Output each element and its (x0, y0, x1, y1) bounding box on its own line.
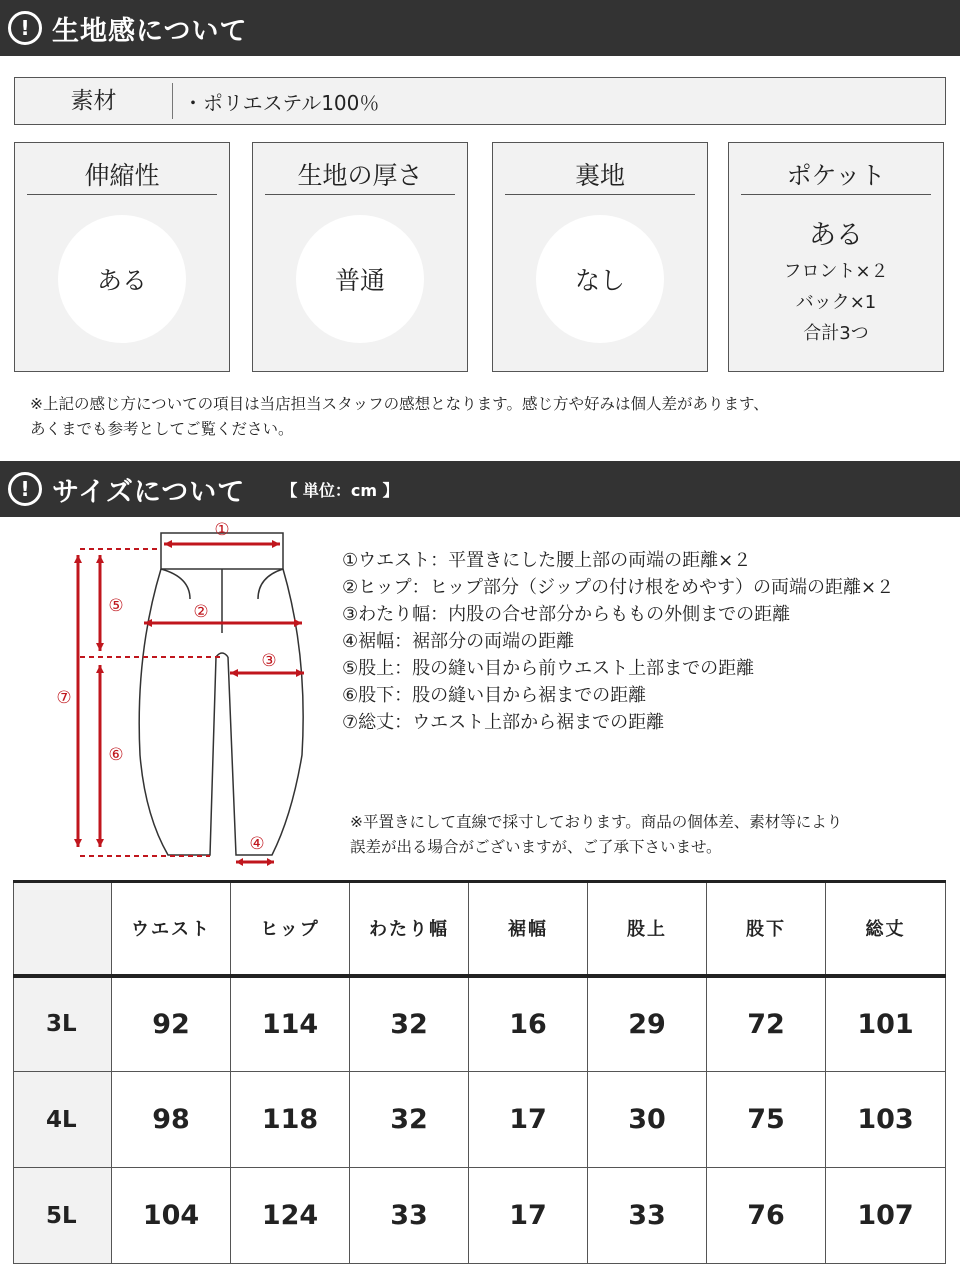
marker-thigh: ③ (261, 651, 277, 671)
pants-measurement-diagram (40, 515, 330, 875)
table-header-total-length: 総丈 (826, 882, 946, 976)
table-cell: 114 (231, 976, 350, 1072)
measurement-note (350, 810, 842, 860)
table-cell: 76 (707, 1168, 826, 1264)
marker-inseam: ⑥ (108, 745, 124, 765)
marker-waist: ① (214, 520, 230, 540)
right-pocket (258, 569, 283, 599)
table-header-waist: ウエスト (112, 882, 231, 976)
measurement-note-line: ※平置きにして直線で採寸しております。商品の個体差、素材等により (350, 813, 843, 831)
measure-lines (78, 544, 304, 862)
table-cell: 104 (112, 1168, 231, 1264)
pants-outline (139, 533, 303, 855)
table-cell: 16 (469, 976, 588, 1072)
table-cell: 118 (231, 1072, 350, 1168)
table-header-thigh: わたり幅 (350, 882, 469, 976)
table-row (14, 1168, 946, 1264)
table-header-inseam: 股下 (707, 882, 826, 976)
table-cell: 107 (826, 1168, 946, 1264)
stretch-card-value: ある (58, 215, 186, 343)
lining-card (492, 142, 708, 372)
table-cell: 17 (469, 1168, 588, 1264)
table-header-row (14, 882, 946, 976)
table-cell: 33 (588, 1168, 707, 1264)
size-label-cell: 3L (14, 976, 112, 1072)
table-cell: 101 (826, 976, 946, 1072)
legend-item-inseam: ⑥股下：股の縫い目から裾までの距離 (342, 685, 647, 706)
exclamation-circle-icon: ! (8, 11, 42, 45)
legend-item-total-length: ⑦総丈：ウエスト上部から裾までの距離 (342, 712, 665, 733)
table-cell: 17 (469, 1072, 588, 1168)
table-cell: 103 (826, 1072, 946, 1168)
size-section-header (0, 461, 960, 517)
table-row (14, 976, 946, 1072)
table-cell: 32 (350, 1072, 469, 1168)
stretch-card-title: 伸縮性 (27, 157, 217, 195)
table-header-hip: ヒップ (231, 882, 350, 976)
table-cell: 124 (231, 1168, 350, 1264)
thickness-card-value: 普通 (296, 215, 424, 343)
table-header-hem: 裾幅 (469, 882, 588, 976)
legend-item-waist: ①ウエスト：平置きにした腰上部の両端の距離×２ (342, 550, 752, 571)
lining-card-value: なし (536, 215, 664, 343)
size-section-title: サイズについて (52, 476, 246, 508)
table-cell: 98 (112, 1072, 231, 1168)
legend-item-hip: ②ヒップ：ヒップ部分（ジップの付け根をめやす）の両端の距離×２ (342, 577, 895, 598)
pocket-detail-total: 合計3つ (803, 323, 869, 344)
table-cell: 75 (707, 1072, 826, 1168)
pocket-card-title: ポケット (741, 157, 931, 195)
size-table (13, 880, 946, 1264)
legend-item-thigh: ③わたり幅：内股の合せ部分からももの外側までの距離 (342, 604, 791, 625)
size-unit-label: 【 単位：cm 】 (281, 480, 399, 500)
table-cell: 33 (350, 1168, 469, 1264)
table-header-corner (14, 882, 112, 976)
fabric-section-header (0, 0, 960, 56)
pocket-card (728, 142, 944, 372)
fabric-note-line: あくまでも参考としてご覧ください。 (30, 420, 294, 438)
legend-item-hem: ④裾幅：裾部分の両端の距離 (342, 631, 575, 652)
material-label: 素材 (15, 83, 173, 119)
size-label-cell: 4L (14, 1072, 112, 1168)
table-cell: 92 (112, 976, 231, 1072)
thickness-card-title: 生地の厚さ (265, 157, 455, 195)
right-leg (228, 569, 303, 855)
left-pocket (161, 569, 190, 599)
size-label-cell: 5L (14, 1168, 112, 1264)
measurement-note-line: 誤差が出る場合がございますが、ご了承下さいませ。 (350, 838, 722, 856)
measurement-legend (342, 547, 894, 736)
table-header-rise: 股上 (588, 882, 707, 976)
legend-item-rise: ⑤股上：股の縫い目から前ウエスト上部までの距離 (342, 658, 755, 679)
material-value: ・ポリエステル100％ (183, 90, 380, 115)
stretch-card (14, 142, 230, 372)
exclamation-circle-icon: ! (8, 472, 42, 506)
marker-hip: ② (193, 602, 209, 622)
thickness-card (252, 142, 468, 372)
fabric-note-line: ※上記の感じ方についての項目は当店担当スタッフの感想となります。感じ方や好みは個人差があります、 (30, 395, 769, 413)
table-cell: 32 (350, 976, 469, 1072)
material-row (14, 77, 946, 125)
fabric-note (30, 392, 769, 442)
table-row (14, 1072, 946, 1168)
table-cell: 72 (707, 976, 826, 1072)
marker-rise: ⑤ (108, 596, 124, 616)
pocket-detail-front: フロント×２ (783, 261, 889, 282)
marker-hem: ④ (249, 834, 265, 854)
pocket-detail-back: バック×1 (795, 292, 877, 313)
lining-card-title: 裏地 (505, 157, 695, 195)
table-cell: 29 (588, 976, 707, 1072)
table-cell: 30 (588, 1072, 707, 1168)
marker-total-length: ⑦ (56, 688, 72, 708)
pocket-card-value: ある (809, 220, 863, 251)
fabric-section-title: 生地感について (52, 15, 248, 47)
